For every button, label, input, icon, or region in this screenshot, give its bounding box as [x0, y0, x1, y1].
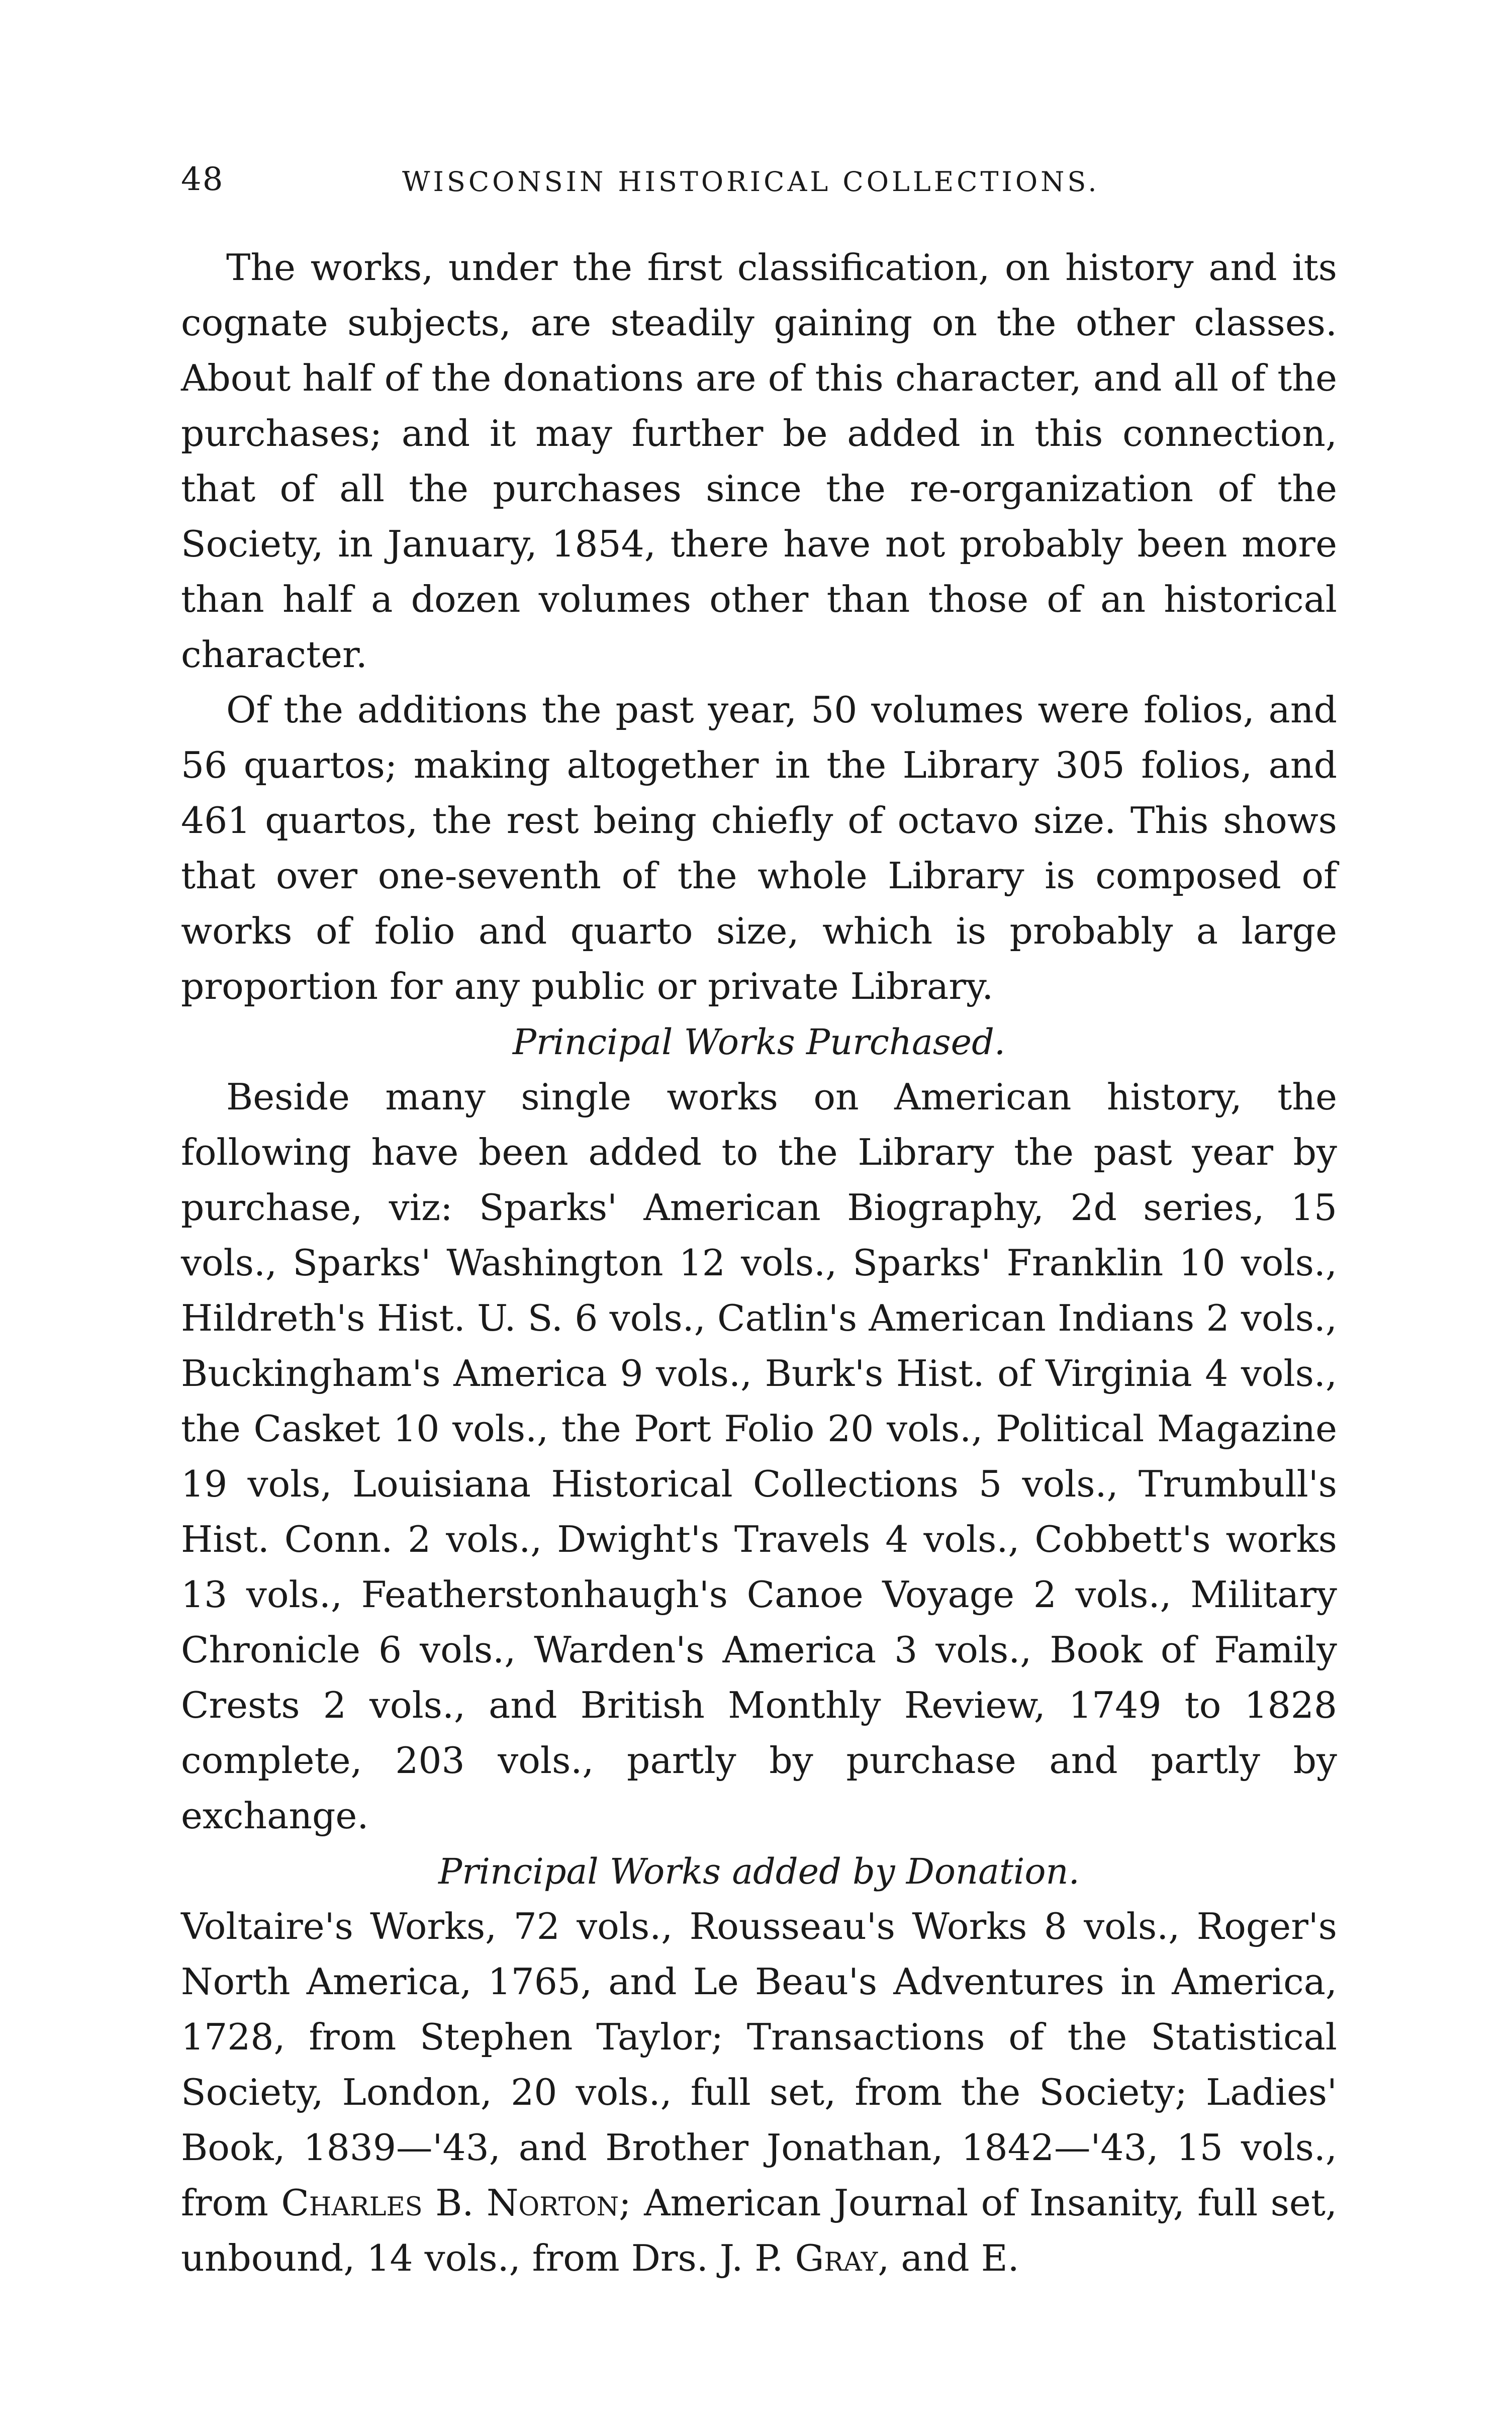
paragraph-donations — [181, 1899, 1337, 2286]
donations-text-middle: ; American Journal of Insanity, full set, unbound, 14 vols., from Drs. J. P. — [181, 2182, 1338, 2280]
donor-name-gray: Gray — [795, 2237, 878, 2280]
donations-text-start: Voltaire's Works, 72 vols., Rousseau's Works 8 vols., Roger's North America, 1765, and Le Beau's Adventures in America, 1728, from Stephen Taylor; Transactions of the Statistical Society, London, 20 vols., full set, from the Society; Ladies' Book, 1839—'43, and Brother Jonathan, 1842—'43, 15 vols., from — [181, 1906, 1337, 2224]
paragraph-additions: Of the additions the past year, 50 volumes were folios, and 56 quartos; making altogether in the Library 305 folios, and 461 quartos, the rest being chiefly of octavo size. This shows that over one-seventh of the whole Library is composed of works of folio and quarto size, which is probably a large proportion for any public or private Library. — [181, 689, 1337, 1008]
paragraph-classification: The works, under the first classification, on history and its cognate subjects, are steadily gaining on the other classes. About half of the donations are of this character, and all of the purchases; and it may further be added in this connection, that of all the purchases since the re-organization of the Society, in January, 1854, there have not probably been more than half a dozen volumes other than those of an historical character. — [181, 247, 1337, 676]
page-header — [181, 161, 1337, 206]
body-text — [181, 240, 1337, 2286]
heading-works-donation: Principal Works added by Donation. — [438, 1851, 1080, 1892]
paragraph-purchases: Beside many single works on American history, the following have been added to the Library the past year by purchase, viz: Sparks' American Biography, 2d series, 15 vols., Sparks' Washington 12 vols., Sparks' Franklin 10 vols., Hildreth's Hist. U. S. 6 vols., Catlin's American Indians 2 vols., Buckingham's America 9 vols., Burk's Hist. of Virginia 4 vols., the Casket 10 vols., the Port Folio 20 vols., Political Magazine 19 vols, Louisiana Historical Collections 5 vols., Trumbull's Hist. Conn. 2 vols., Dwight's Travels 4 vols., Cobbett's works 13 vols., Featherstonhaugh's Canoe Voyage 2 vols., Military Chronicle 6 vols., Warden's America 3 vols., Book of Family Crests 2 vols., and British Monthly Review, 1749 to 1828 complete, 203 vols., partly by purchase and partly by exchange. — [181, 1076, 1337, 1837]
running-head: WISCONSIN HISTORICAL COLLECTIONS. — [402, 166, 1100, 198]
heading-works-purchased: Principal Works Purchased. — [512, 1021, 1006, 1063]
donor-name-norton: Charles B. Norton — [281, 2182, 619, 2224]
donations-text-end: , and E. — [878, 2237, 1019, 2280]
page-number: 48 — [181, 161, 224, 198]
